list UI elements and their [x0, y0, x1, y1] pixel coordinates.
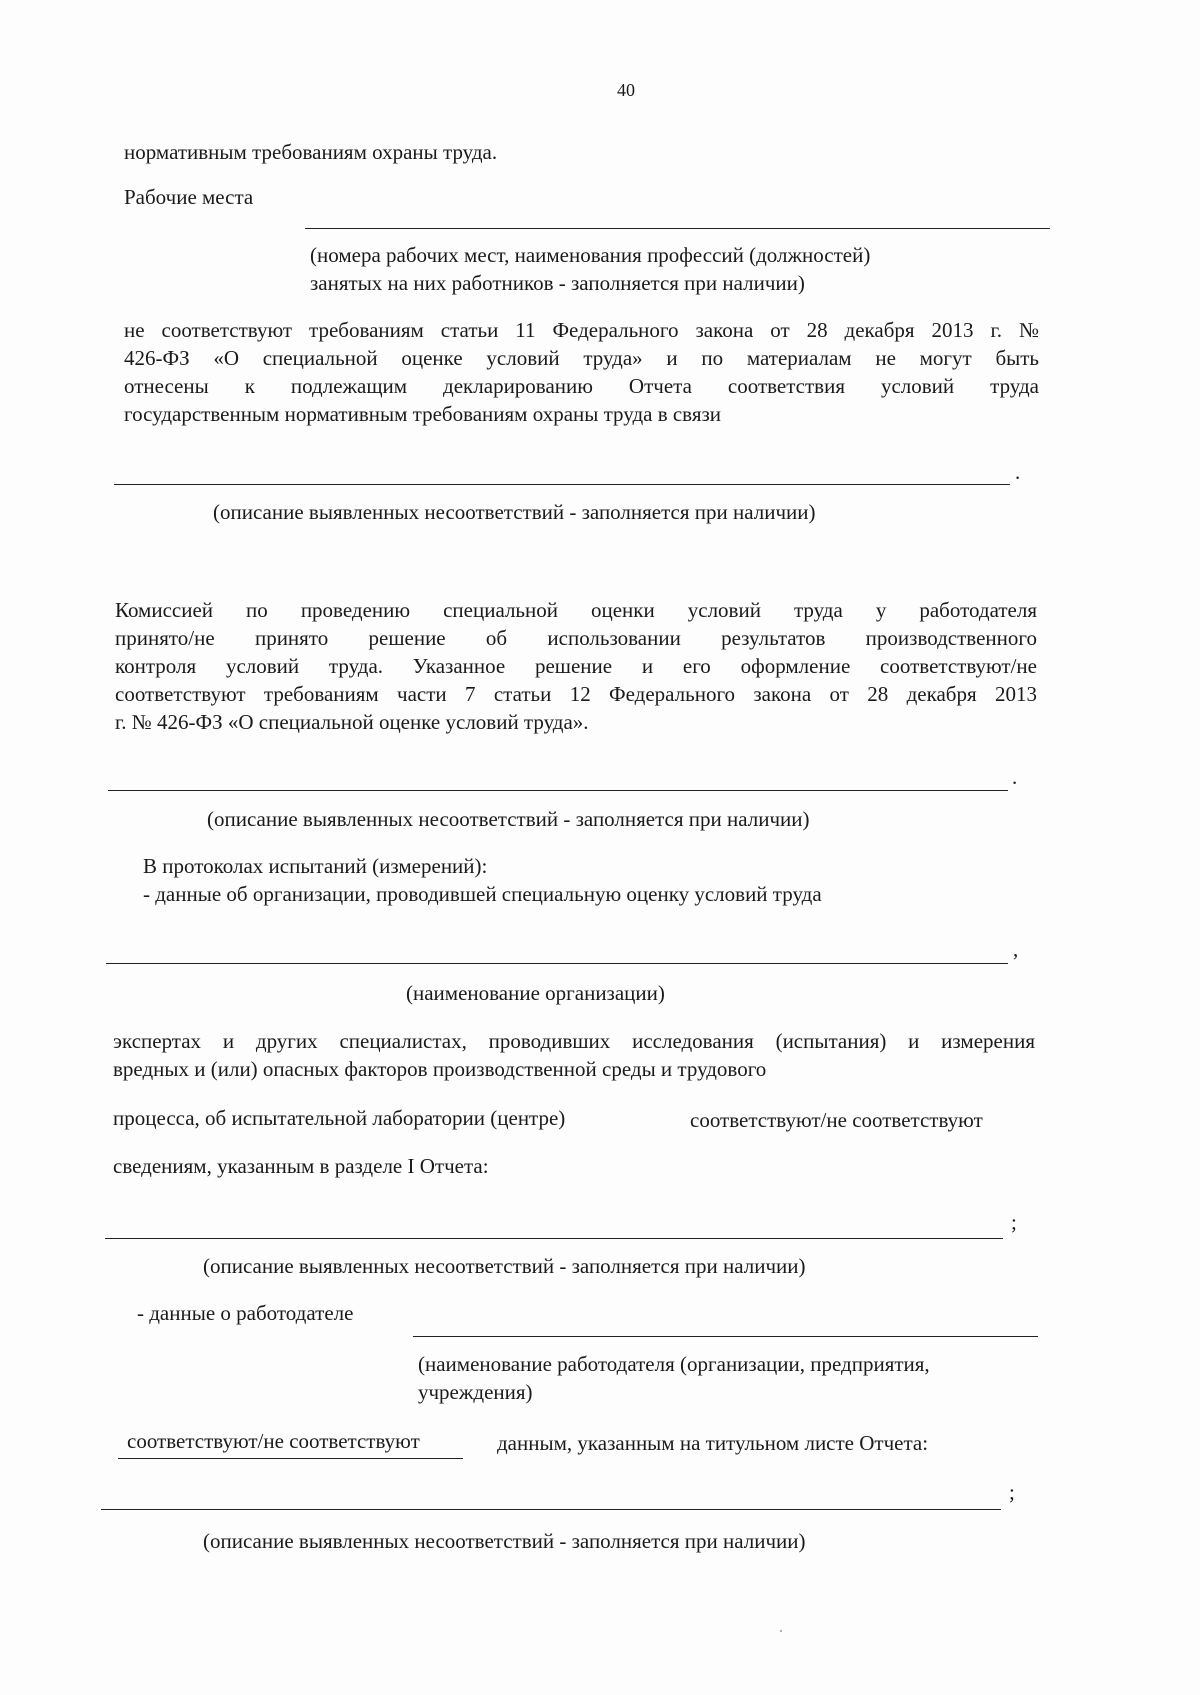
workplaces-hint-line-2: занятых на них работников - заполняется при наличии) — [310, 271, 805, 295]
employer-data-label: - данные о работодателе — [137, 1301, 354, 1325]
paragraph-line: не соответствуют требованиям статьи 11 Федерального закона от 28 декабря 2013 г. № — [124, 318, 1039, 342]
workplaces-label: Рабочие места — [124, 185, 254, 209]
protocols-intro: В протоколах испытаний (измерений): — [143, 854, 488, 878]
section-reference-text: сведениям, указанным в разделе I Отчета: — [113, 1154, 489, 1178]
period-mark: . — [1012, 765, 1018, 789]
conformity-choice: соответствуют/не соответствуют — [690, 1108, 983, 1132]
laboratory-text: процесса, об испытательной лаборатории (центре) — [113, 1106, 566, 1130]
conformity-underline — [118, 1458, 463, 1459]
paragraph-line: отнесены к подлежащим декларированию Отчета соответствия условий труда — [124, 374, 1039, 398]
line-end-text: нормативным требованиям охраны труда. — [124, 140, 498, 164]
workplaces-hint-line-1: (номера рабочих мест, наименования профессий (должностей) — [310, 243, 871, 267]
paragraph-line: г. № 426-ФЗ «О специальной оценке условий труда». — [115, 710, 589, 734]
nonconformity-fill-line — [101, 1509, 1001, 1510]
scan-speck — [780, 1630, 782, 1632]
paragraph-line: вредных и (или) опасных факторов производственной среды и трудового — [113, 1057, 767, 1081]
organization-fill-line — [106, 963, 1008, 964]
paragraph-line: 426-ФЗ «О специальной оценке условий труда» и по материалам не могут быть — [124, 346, 1039, 370]
nonconformity-hint: (описание выявленных несоответствий - заполняется при наличии) — [203, 1254, 806, 1278]
organization-data-label: - данные об организации, проводившей специальную оценку условий труда — [143, 882, 822, 906]
semicolon-mark: ; — [1009, 1480, 1015, 1504]
employer-fill-line — [413, 1336, 1038, 1337]
paragraph-line: принято/не принято решение об использовании результатов производственного — [115, 626, 1037, 650]
page-number: 40 — [617, 80, 635, 100]
nonconformity-fill-line — [114, 484, 1010, 485]
nonconformity-hint: (описание выявленных несоответствий - заполняется при наличии) — [203, 1529, 806, 1553]
workplaces-fill-line — [305, 228, 1050, 229]
comma-mark: , — [1013, 937, 1019, 961]
semicolon-mark: ; — [1011, 1210, 1017, 1234]
nonconformity-fill-line — [105, 1238, 1003, 1239]
period-mark: . — [1015, 460, 1021, 484]
nonconformity-hint: (описание выявленных несоответствий - заполняется при наличии) — [213, 500, 816, 524]
nonconformity-fill-line — [108, 790, 1008, 791]
employer-hint-line-2: учреждения) — [418, 1380, 533, 1404]
nonconformity-hint: (описание выявленных несоответствий - заполняется при наличии) — [207, 807, 810, 831]
paragraph-line: соответствуют требованиям части 7 статьи 12 Федерального закона от 28 декабря 2013 — [115, 682, 1037, 706]
title-page-reference-text: данным, указанным на титульном листе Отчета: — [497, 1431, 929, 1455]
employer-hint-line-1: (наименование работодателя (организации, предприятия, — [418, 1352, 930, 1376]
organization-hint: (наименование организации) — [406, 981, 665, 1005]
paragraph-line: Комиссией по проведению специальной оценки условий труда у работодателя — [115, 598, 1037, 622]
paragraph-line: экспертах и других специалистах, проводивших исследования (испытания) и измерения — [113, 1029, 1035, 1053]
paragraph-line: государственным нормативным требованиям охраны труда в связи — [124, 402, 722, 426]
conformity-choice: соответствуют/не соответствуют — [127, 1429, 420, 1453]
paragraph-line: контроля условий труда. Указанное решение и его оформление соответствуют/не — [115, 654, 1037, 678]
